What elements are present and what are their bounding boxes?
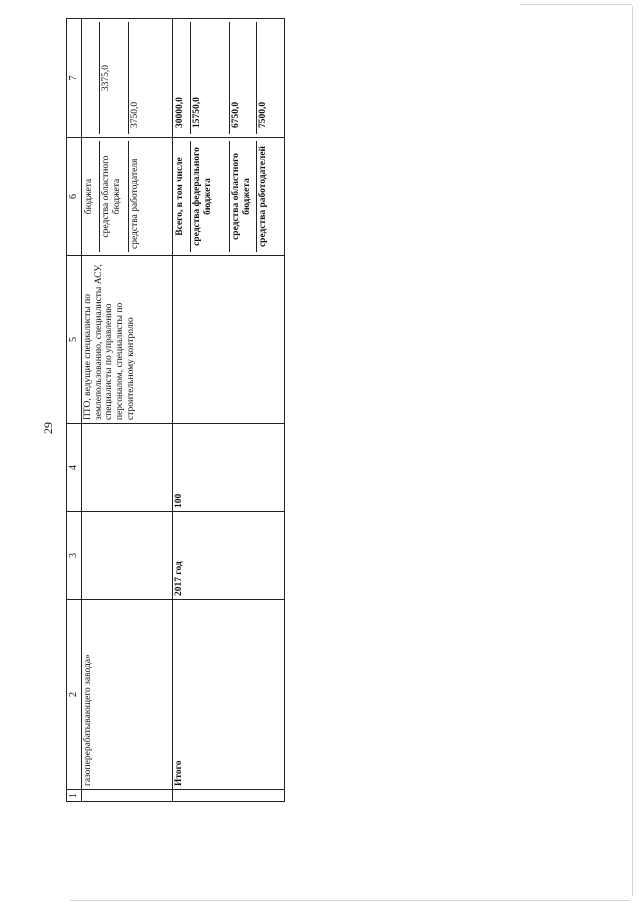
- data-table: [66, 18, 285, 802]
- total-funding-source: средства работодателей: [258, 145, 268, 248]
- cell-quantity: [82, 424, 173, 512]
- cell-total-amounts: [173, 19, 285, 138]
- scan-edge-bottom: [70, 900, 630, 901]
- total-funding-source: средства федерального бюджета: [191, 141, 230, 252]
- funding-source: средства областного бюджета: [100, 141, 129, 252]
- scan-edge-right: [632, 6, 633, 896]
- cell-categories: ПТО, ведущие специалисты по землепользованию, специалисты АСУ, специалисты по управлению персоналом, специалисты по строительному контролю: [82, 256, 173, 424]
- table-row: [82, 19, 173, 802]
- cell-number: [173, 790, 285, 802]
- header-cell-6: 6: [67, 138, 82, 256]
- total-funding-source: средства областного бюджета: [230, 141, 257, 252]
- table-row-total: [173, 19, 285, 802]
- cell-number: [82, 790, 173, 802]
- amount: 3375,0: [100, 22, 129, 134]
- header-cell-7: 7: [67, 19, 82, 138]
- cell-total-quantity: 100: [173, 424, 285, 512]
- cell-total-period: 2017 год: [173, 512, 285, 600]
- header-cell-3: 3: [67, 512, 82, 600]
- total-amount: 7500,0: [258, 101, 268, 128]
- cell-period: [82, 512, 173, 600]
- cell-amounts: [82, 19, 173, 138]
- header-cell-4: 4: [67, 424, 82, 512]
- amount: 3750,0: [130, 101, 140, 128]
- total-amount: 30000,0: [174, 22, 191, 134]
- funding-source: бюджета: [83, 141, 100, 252]
- total-amount: 6750,0: [230, 22, 257, 134]
- cell-total-categories: [173, 256, 285, 424]
- total-amount: 15750,0: [191, 22, 230, 134]
- header-cell-2: 2: [67, 600, 82, 790]
- header-row: [67, 19, 82, 802]
- scan-edge-top: [520, 4, 632, 5]
- cell-funding-sources: [82, 138, 173, 256]
- funding-source: средства работодателя: [130, 158, 140, 249]
- total-funding-source: Всего, в том числе: [174, 141, 191, 252]
- page-number: 29: [41, 422, 55, 434]
- amount: [83, 22, 100, 134]
- header-cell-1: 1: [67, 790, 82, 802]
- cell-event-name: газоперерабатывающего завода»: [82, 600, 173, 790]
- cell-total-label: Итого: [173, 600, 285, 790]
- cell-total-funding-sources: [173, 138, 285, 256]
- rotated-table: [66, 19, 274, 802]
- header-cell-5: 5: [67, 256, 82, 424]
